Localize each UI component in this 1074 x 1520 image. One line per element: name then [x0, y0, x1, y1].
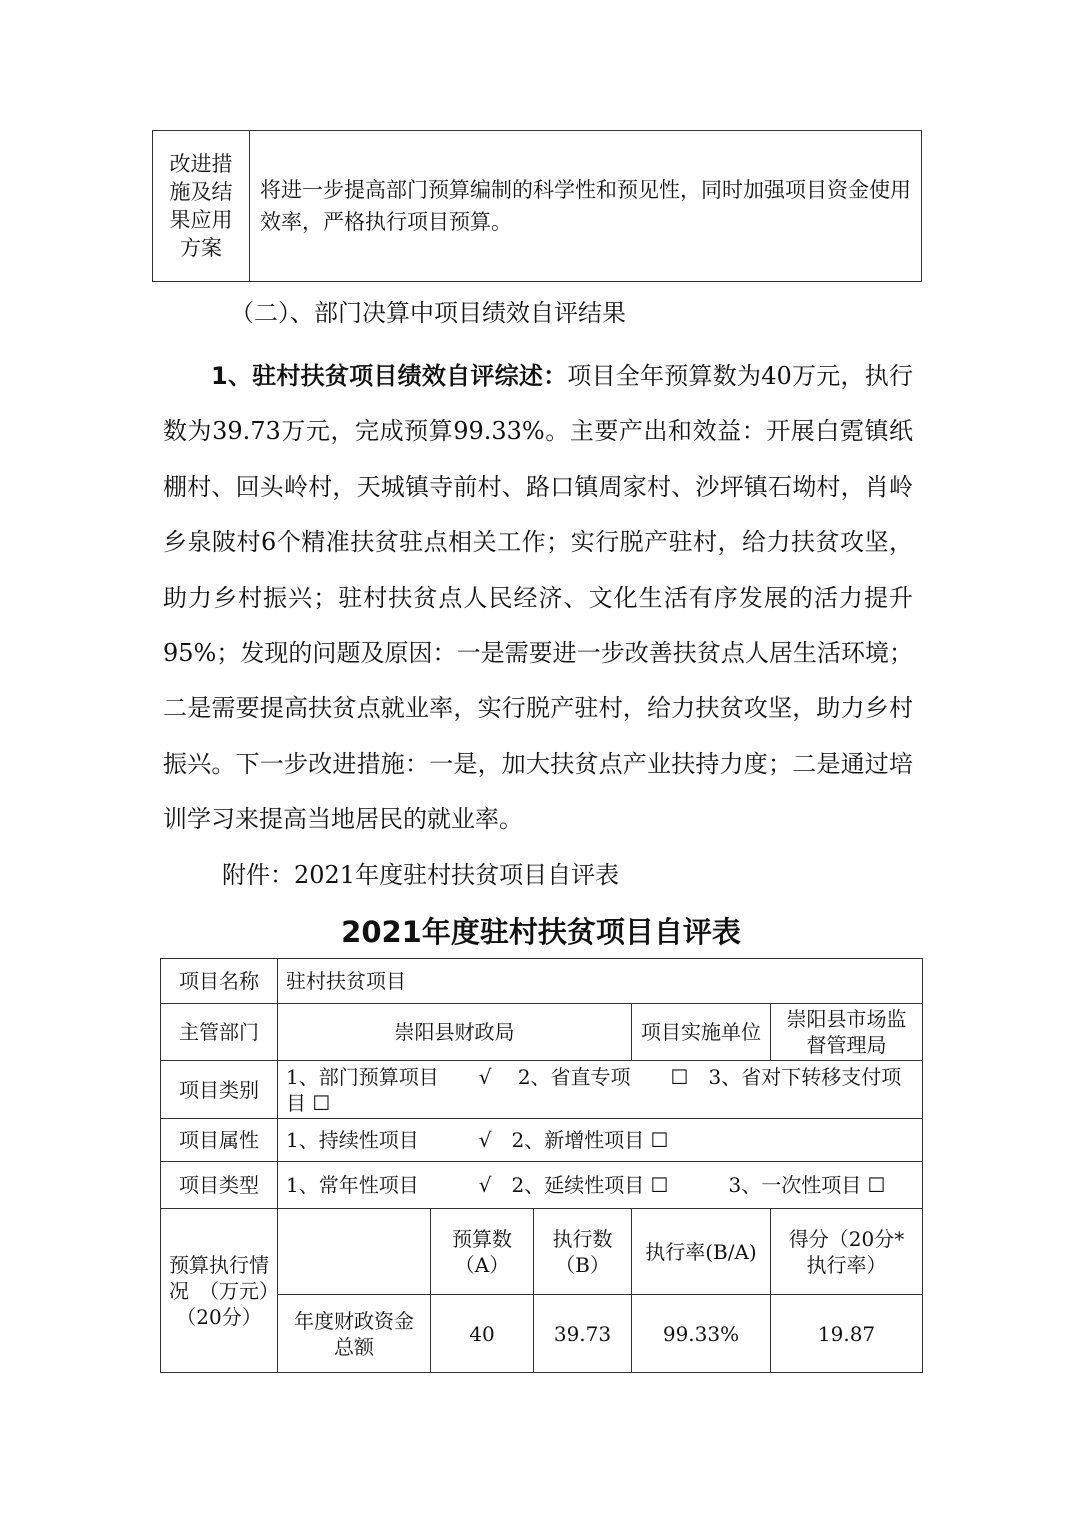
attachment-note: 附件：2021年度驻村扶贫项目自评表 — [222, 861, 620, 889]
budget-value: 40 — [431, 1295, 534, 1373]
summary-lead: 1、驻村扶贫项目绩效自评综述： — [211, 362, 568, 390]
table-row — [161, 1061, 923, 1119]
col-exec-header: 执行数（B） — [534, 1209, 632, 1295]
form-title: 2021年度驻村扶贫项目自评表 — [341, 915, 741, 949]
impl-value: 崇阳县市场监督管理局 — [771, 1004, 923, 1061]
improvement-content: 将进一步提高部门预算编制的科学性和预见性，同时加强项目资金使用效率，严格执行项目预算。 — [250, 131, 922, 282]
type-value: 1、常年性项目 √ 2、延续性项目 ☐ 3、一次性项目 ☐ — [278, 1162, 923, 1209]
table-row — [161, 1119, 923, 1162]
project-name-value: 驻村扶贫项目 — [278, 959, 923, 1004]
attr-label: 项目属性 — [161, 1119, 278, 1162]
improvement-label — [153, 131, 250, 282]
col-budget-header: 预算数（A） — [431, 1209, 534, 1295]
impl-label: 项目实施单位 — [632, 1004, 771, 1061]
improvement-label-line: 果应用 — [169, 208, 233, 232]
attr-value: 1、持续性项目 √ 2、新增性项目 ☐ — [278, 1119, 923, 1162]
type-label: 项目类型 — [161, 1162, 278, 1209]
blank-cell — [278, 1209, 431, 1295]
table-row — [161, 1209, 923, 1295]
col-score-header: 得分（20分*执行率） — [771, 1209, 923, 1295]
improvement-label-line: 方案 — [180, 236, 222, 260]
section-heading: （二）、部门决算中项目绩效自评结果 — [230, 299, 626, 327]
dept-label: 主管部门 — [161, 1004, 278, 1061]
improvement-table — [152, 130, 922, 282]
budget-label: 预算执行情况 （万元） （20分） — [161, 1209, 278, 1373]
dept-value: 崇阳县财政局 — [278, 1004, 632, 1061]
category-label: 项目类别 — [161, 1061, 278, 1119]
summary-text: 项目全年预算数为40万元，执行数为39.73万元，完成预算99.33%。主要产出和效益：开展白霓镇纸棚村、回头岭村，天城镇寺前村、路口镇周家村、沙坪镇石坳村，肖岭乡泉陂村6个精准扶贫驻点相关工作；实行脱产驻村，给力扶贫攻坚，助力乡村振兴；驻村扶贫点人民经济、文化生活有序发展的活力提升95%；发现的问题及原因：一是需要进一步改善扶贫点人居生活环境；二是需要提高扶贫点就业率，实行脱产驻村，给力扶贫攻坚，助力乡村振兴。下一步改进措施：一是，加大扶贫点产业扶持力度；二是通过培训学习来提高当地居民的就业率。 — [163, 362, 914, 834]
table-row — [161, 1004, 923, 1061]
improvement-label-line: 改进措 — [169, 152, 233, 176]
exec-value: 39.73 — [534, 1295, 632, 1373]
summary-paragraph — [163, 349, 913, 848]
rate-value: 99.33% — [632, 1295, 771, 1373]
category-value: 1、部门预算项目 √ 2、省直专项 ☐ 3、省对下转移支付项目 ☐ — [278, 1061, 923, 1119]
improvement-label-line: 施及结 — [169, 180, 233, 204]
table-row — [161, 959, 923, 1004]
self-evaluation-form — [160, 958, 923, 1373]
score-value: 19.87 — [771, 1295, 923, 1373]
table-row — [161, 1162, 923, 1209]
project-name-label: 项目名称 — [161, 959, 278, 1004]
row-label: 年度财政资金总额 — [278, 1295, 431, 1373]
col-rate-header: 执行率(B/A) — [632, 1209, 771, 1295]
